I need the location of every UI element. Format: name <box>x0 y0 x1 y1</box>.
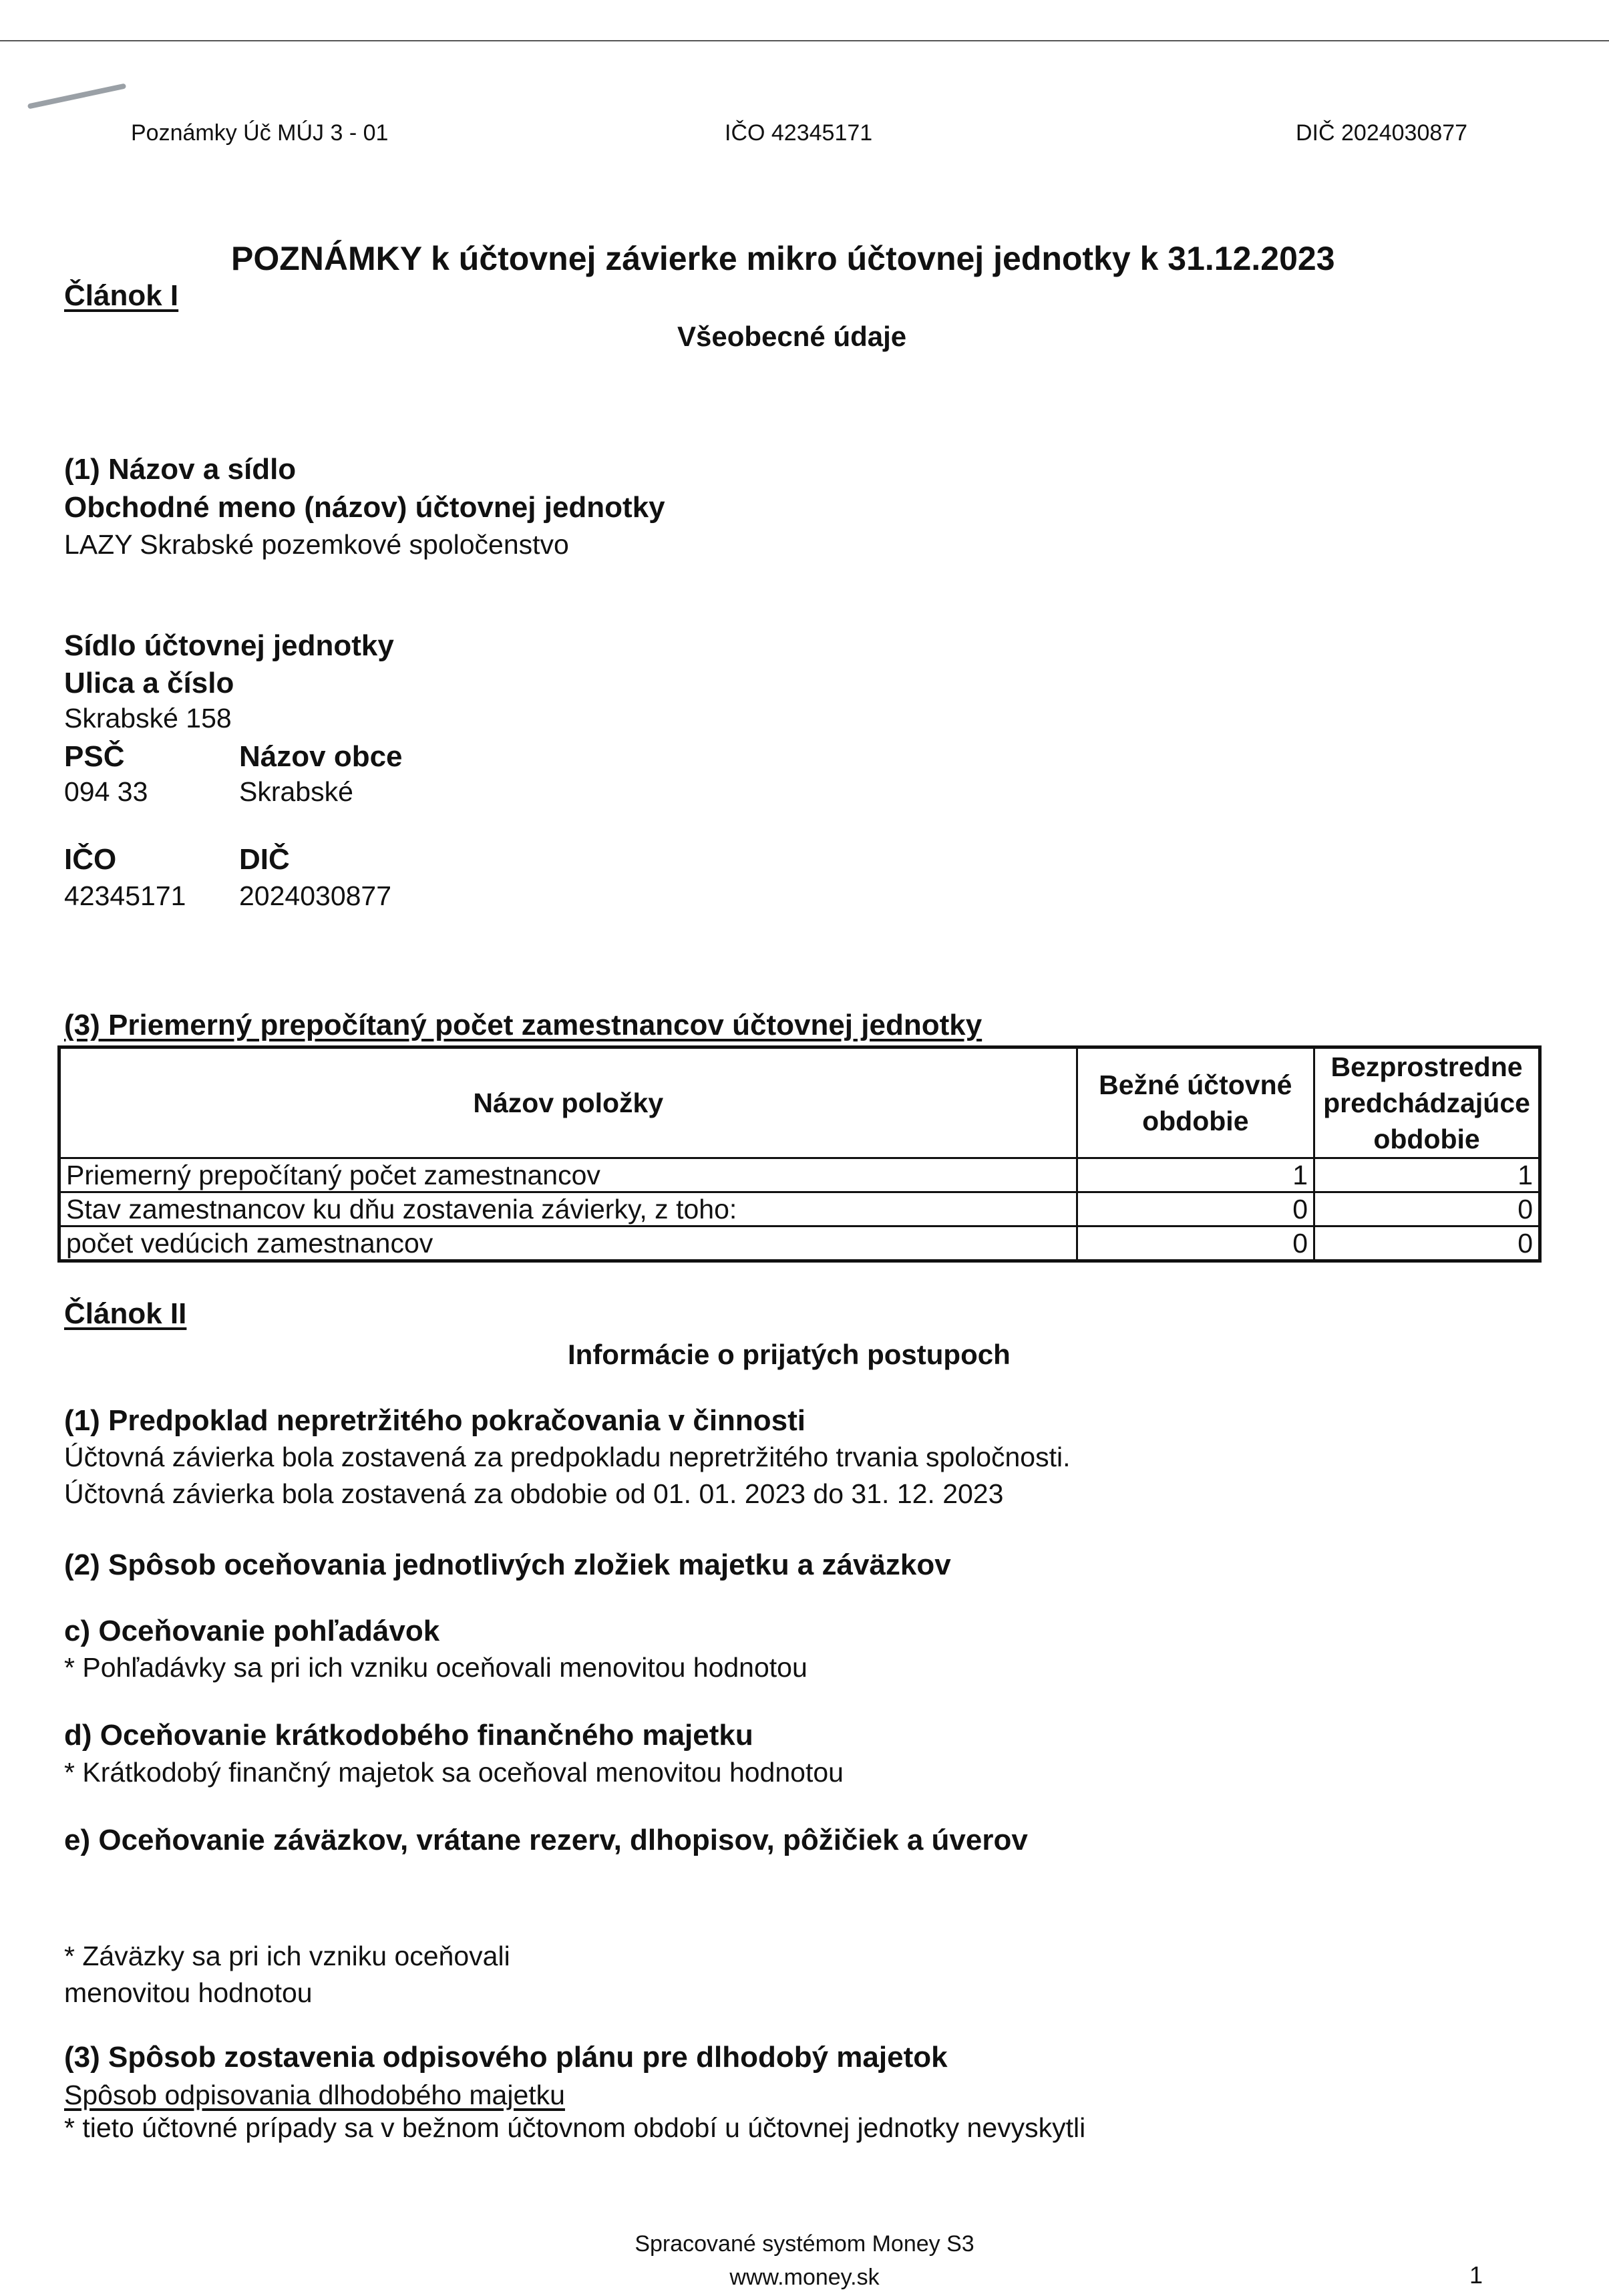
continuity-line-1: Účtovná závierka bola zostavená za predpokladu nepretržitého trvania spoločnosti. <box>64 1442 1071 1472</box>
col-current-header: Bežné účtovné obdobie <box>1077 1047 1314 1158</box>
dic-label: DIČ <box>239 843 290 876</box>
table-row <box>59 1192 1540 1226</box>
row-label: počet vedúcich zamestnancov <box>59 1226 1077 1261</box>
dic-value: 2024030877 <box>239 880 392 911</box>
financial-assets-heading: d) Oceňovanie krátkodobého finančného majetku <box>64 1719 753 1752</box>
article-1-subtitle: Všeobecné údaje <box>677 321 907 352</box>
top-rule <box>0 40 1609 41</box>
table-row <box>59 1226 1540 1261</box>
continuity-heading: (1) Predpoklad nepretržitého pokračovania v činnosti <box>64 1404 806 1437</box>
footer-software: Spracované systémom Money S3 <box>635 2231 974 2257</box>
receivables-text: * Pohľadávky sa pri ich vzniku oceňovali menovitou hodnotou <box>64 1652 808 1683</box>
form-code: Poznámky Úč MÚJ 3 - 01 <box>131 120 389 146</box>
psc-value: 094 33 <box>64 776 148 807</box>
continuity-line-2: Účtovná závierka bola zostavená za obdobie od 01. 01. 2023 do 31. 12. 2023 <box>64 1478 1004 1509</box>
liabilities-text-1: * Záväzky sa pri ich vzniku oceňovali <box>64 1941 510 1971</box>
employees-table <box>57 1045 1542 1263</box>
row-label: Stav zamestnancov ku dňu zostavenia závierky, z toho: <box>59 1192 1077 1226</box>
table-row <box>59 1158 1540 1192</box>
header-ico: IČO 42345171 <box>725 120 873 146</box>
article-2-label: Článok II <box>64 1297 187 1330</box>
row-previous: 1 <box>1314 1158 1540 1192</box>
street-label: Ulica a číslo <box>64 667 234 699</box>
header-dic: DIČ 2024030877 <box>1296 120 1468 146</box>
name-value: LAZY Skrabské pozemkové spoločenstvo <box>64 529 569 560</box>
ico-value: 42345171 <box>64 880 186 911</box>
receivables-heading: c) Oceňovanie pohľadávok <box>64 1615 440 1647</box>
table-header-row <box>59 1047 1540 1158</box>
financial-assets-text: * Krátkodobý finančný majetok sa oceňoval menovitou hodnotou <box>64 1757 844 1788</box>
row-current: 0 <box>1077 1192 1314 1226</box>
col-previous-header: Bezprostredne predchádzajúce obdobie <box>1314 1047 1540 1158</box>
name-label: Obchodné meno (názov) účtovnej jednotky <box>64 491 665 524</box>
ico-label: IČO <box>64 843 117 876</box>
psc-label: PSČ <box>64 740 125 773</box>
depreciation-subheading: Spôsob odpisovania dlhodobého majetku <box>64 2080 565 2110</box>
seat-label: Sídlo účtovnej jednotky <box>64 629 394 662</box>
street-value: Skrabské 158 <box>64 703 232 733</box>
depreciation-heading: (3) Spôsob zostavenia odpisového plánu pre dlhodobý majetok <box>64 2041 948 2074</box>
city-label: Názov obce <box>239 740 403 773</box>
row-current: 0 <box>1077 1226 1314 1261</box>
depreciation-text: * tieto účtovné prípady sa v bežnom účtovnom období u účtovnej jednotky nevyskytli <box>64 2112 1086 2143</box>
article-2-subtitle: Informácie o prijatých postupoch <box>568 1339 1011 1370</box>
valuation-heading: (2) Spôsob oceňovania jednotlivých zložiek majetku a záväzkov <box>64 1548 951 1581</box>
footer-website: www.money.sk <box>729 2265 880 2290</box>
col-item-header: Názov položky <box>59 1047 1077 1158</box>
row-previous: 0 <box>1314 1226 1540 1261</box>
row-current: 1 <box>1077 1158 1314 1192</box>
liabilities-text-2: menovitou hodnotou <box>64 1977 313 2008</box>
page-number: 1 <box>1469 2261 1483 2289</box>
section-name-seat-heading: (1) Názov a sídlo <box>64 453 297 486</box>
article-1-label: Článok I <box>64 279 179 312</box>
row-previous: 0 <box>1314 1192 1540 1226</box>
liabilities-heading: e) Oceňovanie záväzkov, vrátane rezerv, dlhopisov, pôžičiek a úverov <box>64 1824 1028 1856</box>
row-label: Priemerný prepočítaný počet zamestnancov <box>59 1158 1077 1192</box>
city-value: Skrabské <box>239 776 353 807</box>
scan-mark <box>27 83 126 109</box>
document-title: POZNÁMKY k účtovnej závierke mikro účtovnej jednotky k 31.12.2023 <box>231 240 1335 277</box>
employees-heading: (3) Priemerný prepočítaný počet zamestnancov účtovnej jednotky <box>64 1009 982 1041</box>
